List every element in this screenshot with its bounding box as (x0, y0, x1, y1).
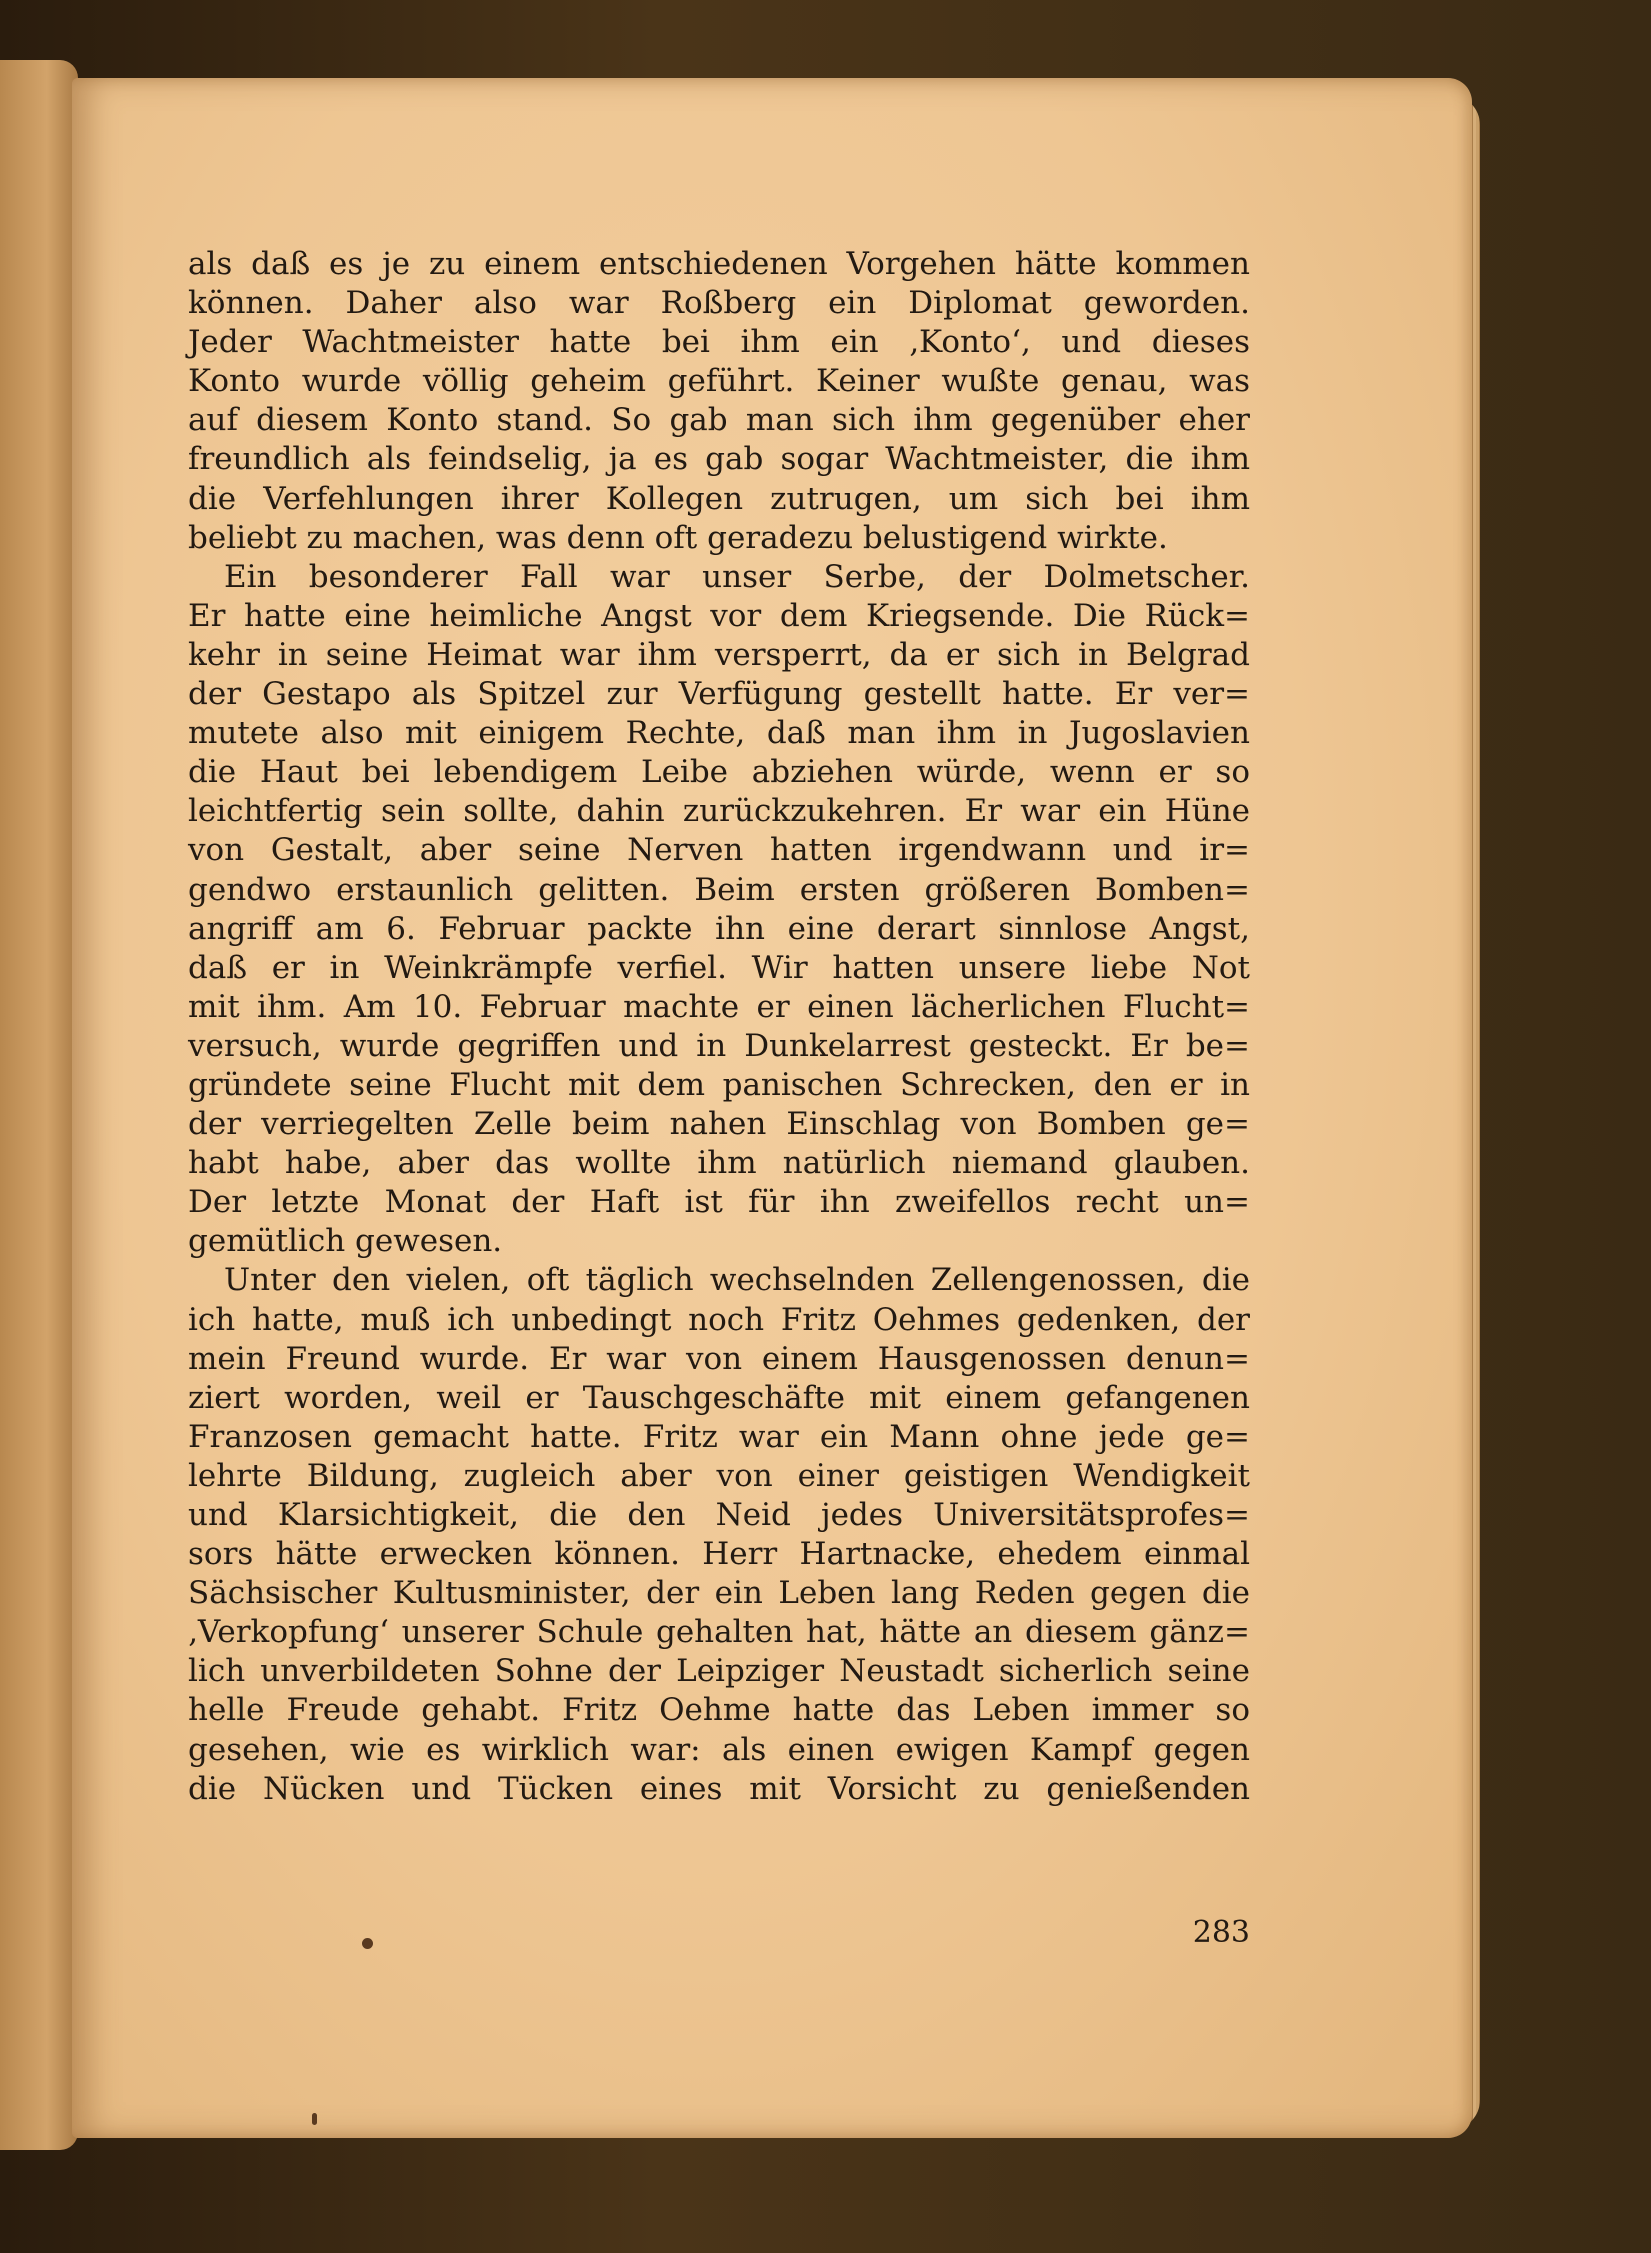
text-line: Ein besonderer Fall war unser Serbe, der Dolmetscher. (224, 558, 1250, 595)
text-line: gemütlich gewesen. (188, 1223, 503, 1260)
text-line: lich unverbildeten Sohne der Leipziger Neustadt sicherlich seine (188, 1653, 1250, 1690)
text-line: ‚Verkopfung‘ unserer Schule gehalten hat, hätte an diesem gänz= (188, 1614, 1250, 1651)
text-line: gesehen, wie es wirklich war: als einen ewigen Kampf gegen (188, 1731, 1250, 1768)
text-line: die Haut bei lebendigem Leibe abziehen würde, wenn er so (188, 754, 1250, 791)
text-line: gendwo erstaunlich gelitten. Beim ersten größeren Bomben= (188, 871, 1250, 908)
text-line: von Gestalt, aber seine Nerven hatten irgendwann und ir= (188, 832, 1250, 869)
text-line: Konto wurde völlig geheim geführt. Keiner wußte genau, was (188, 363, 1250, 400)
text-line: sors hätte erwecken können. Herr Hartnacke, ehedem einmal (188, 1536, 1250, 1573)
facing-page-edge (0, 60, 78, 2150)
text-line: die Verfehlungen ihrer Kollegen zutrugen, um sich bei ihm (188, 480, 1250, 517)
text-line: Der letzte Monat der Haft ist für ihn zweifellos recht un= (188, 1184, 1250, 1221)
text-line: kehr in seine Heimat war ihm versperrt, da er sich in Belgrad (188, 636, 1250, 673)
text-line: Franzosen gemacht hatte. Fritz war ein Mann ohne jede ge= (188, 1418, 1250, 1455)
text-line: beliebt zu machen, was denn oft geradezu belustigend wirkte. (188, 519, 1168, 556)
paper-speck (312, 2113, 317, 2125)
text-line: gründete seine Flucht mit dem panischen Schrecken, den er in (188, 1066, 1250, 1103)
text-line: mutete also mit einigem Rechte, daß man ihm in Jugoslavien (188, 715, 1250, 752)
text-line: der verriegelten Zelle beim nahen Einschlag von Bomben ge= (188, 1106, 1250, 1143)
text-line: lehrte Bildung, zugleich aber von einer geistigen Wendigkeit (188, 1457, 1250, 1494)
text-line: und Klarsichtigkeit, die den Neid jedes Universitätsprofes= (188, 1497, 1250, 1533)
text-line: ziert worden, weil er Tauschgeschäfte mit einem gefangenen (188, 1379, 1250, 1416)
body-text (188, 245, 1250, 1809)
text-line: leichtfertig sein sollte, dahin zurückzukehren. Er war ein Hüne (188, 793, 1250, 830)
page-number: 283 (1192, 1915, 1250, 1950)
text-line: Jeder Wachtmeister hatte bei ihm ein ‚Konto‘, und dieses (188, 324, 1250, 361)
text-line: können. Daher also war Roßberg ein Diplomat geworden. (188, 285, 1250, 322)
text-line: als daß es je zu einem entschiedenen Vorgehen hätte kommen (188, 246, 1250, 282)
text-line: freundlich als feindselig, ja es gab sogar Wachtmeister, die ihm (188, 441, 1250, 478)
text-line: Unter den vielen, oft täglich wechselnden Zellengenossen, die (224, 1262, 1250, 1299)
paper-speck (362, 1938, 373, 1949)
text-line: Er hatte eine heimliche Angst vor dem Kriegsende. Die Rück= (188, 597, 1250, 634)
text-line: habt habe, aber das wollte ihm natürlich niemand glauben. (188, 1145, 1250, 1182)
text-line: auf diesem Konto stand. So gab man sich ihm gegenüber eher (188, 402, 1250, 439)
text-line: der Gestapo als Spitzel zur Verfügung gestellt hatte. Er ver= (188, 676, 1250, 713)
text-line: mein Freund wurde. Er war von einem Hausgenossen denun= (188, 1340, 1250, 1377)
text-line: ich hatte, muß ich unbedingt noch Fritz Oehmes gedenken, der (188, 1301, 1250, 1338)
text-line: versuch, wurde gegriffen und in Dunkelarrest gesteckt. Er be= (188, 1027, 1250, 1064)
text-line: daß er in Weinkrämpfe verfiel. Wir hatten unsere liebe Not (188, 949, 1250, 986)
text-line: helle Freude gehabt. Fritz Oehme hatte das Leben immer so (188, 1692, 1250, 1729)
text-line: angriff am 6. Februar packte ihn eine derart sinnlose Angst, (188, 910, 1250, 947)
text-line: die Nücken und Tücken eines mit Vorsicht zu genießenden (188, 1770, 1250, 1807)
text-line: Sächsischer Kultusminister, der ein Leben lang Reden gegen die (188, 1575, 1250, 1612)
text-line: mit ihm. Am 10. Februar machte er einen lächerlichen Flucht= (188, 988, 1250, 1025)
